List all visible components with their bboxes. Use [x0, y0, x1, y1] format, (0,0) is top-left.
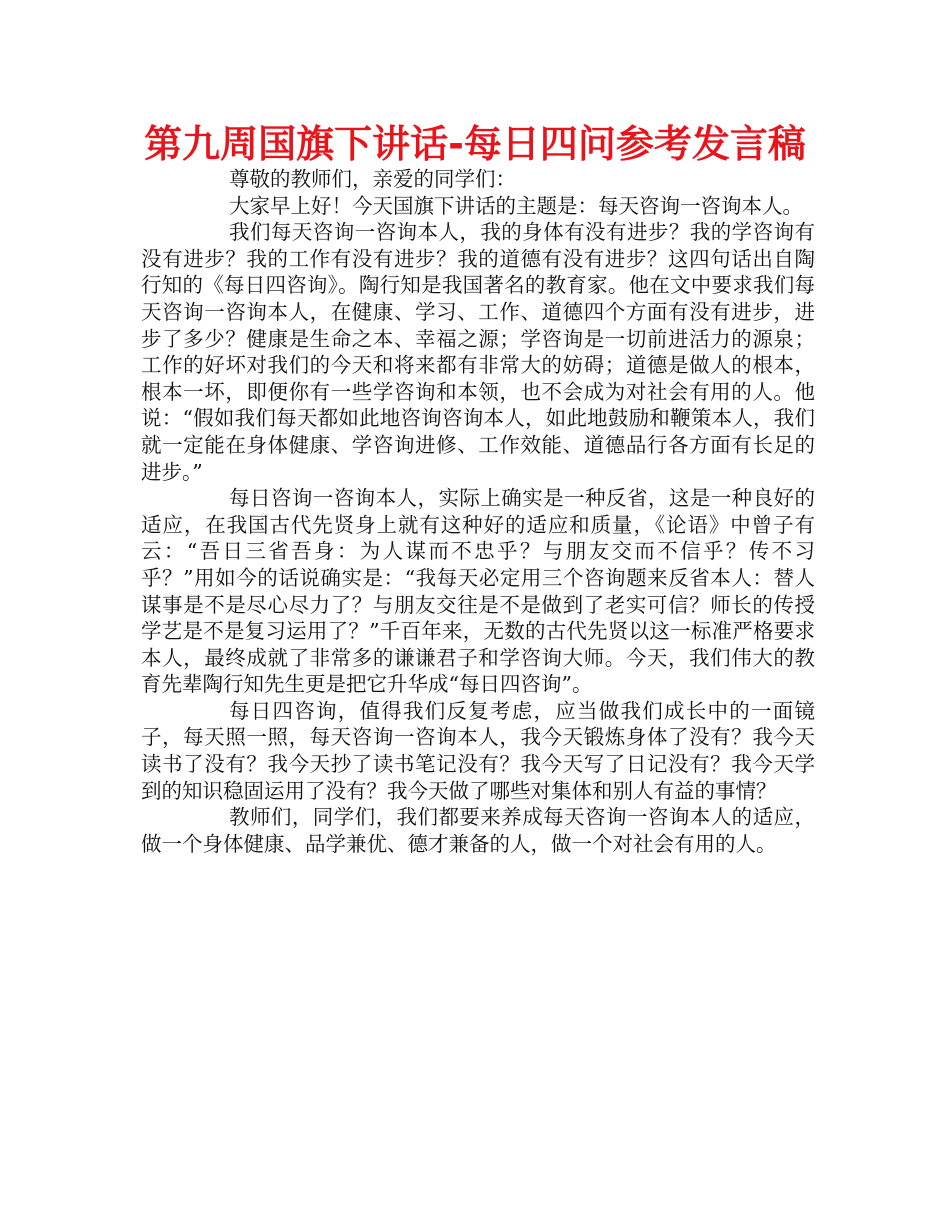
document-body	[141, 166, 815, 857]
salutation-paragraph: 尊敬的教师们，亲爱的同学们：	[229, 167, 516, 191]
body-paragraph-1: 我们每天咨询一咨询本人，我的身体有没有进步？我的学咨询有没有进步？我的工作有没有进步？我的道德有没有进步？这四句话出自陶行知的《每日四咨询》。陶行知是我国著名的教育家。他在文中要求我们每天咨询一咨询本人，在健康、学习、工作、道德四个方面有没有进步，进步了多少？健康是生命之本、幸福之源；学咨询是一切前进活力的源泉；工作的好坏对我们的今天和将来都有非常大的妨碍；道德是做人的根本，根本一坏，即便你有一些学咨询和本领，也不会成为对社会有用的人。他说：“假如我们每天都如此地咨询咨询本人，如此地鼓励和鞭策本人，我们就一定能在身体健康、学咨询进修、工作效能、道德品行各方面有长足的进步。”	[141, 220, 815, 484]
document-title: 第九周国旗下讲话-每日四问参考发言稿	[144, 122, 806, 166]
greeting-paragraph: 大家早上好！今天国旗下讲话的主题是：每天咨询一咨询本人。	[229, 193, 803, 218]
body-paragraph-3: 每日四咨询，值得我们反复考虑，应当做我们成长中的一面镜子，每天照一照，每天咨询一咨询本人，我今天锻炼身体了没有？我今天读书了没有？我今天抄了读书笔记没有？我今天写了日记没有？我今天学到的知识稳固运用了没有？我今天做了哪些对集体和别人有益的事情？	[141, 698, 815, 803]
closing-paragraph: 教师们，同学们，我们都要来养成每天咨询一咨询本人的适应，做一个身体健康、品学兼优、德才兼备的人，做一个对社会有用的人。	[141, 805, 815, 856]
body-paragraph-2: 每日咨询一咨询本人，实际上确实是一种反省，这是一种良好的适应，在我国古代先贤身上就有这种好的适应和质量，《论语》中曾子有云：“吾日三省吾身：为人谋而不忠乎？与朋友交而不信乎？传不习乎？”用如今的话说确实是：“我每天必定用三个咨询题来反省本人：替人谋事是不是尽心尽力了？与朋友交往是不是做到了老实可信？师长的传授学艺是不是复习运用了？”千百年来，无数的古代先贤以这一标准严格要求本人，最终成就了非常多的谦谦君子和学咨询大师。今天，我们伟大的教育先辈陶行知先生更是把它升华成“每日四咨询”。	[141, 486, 815, 697]
